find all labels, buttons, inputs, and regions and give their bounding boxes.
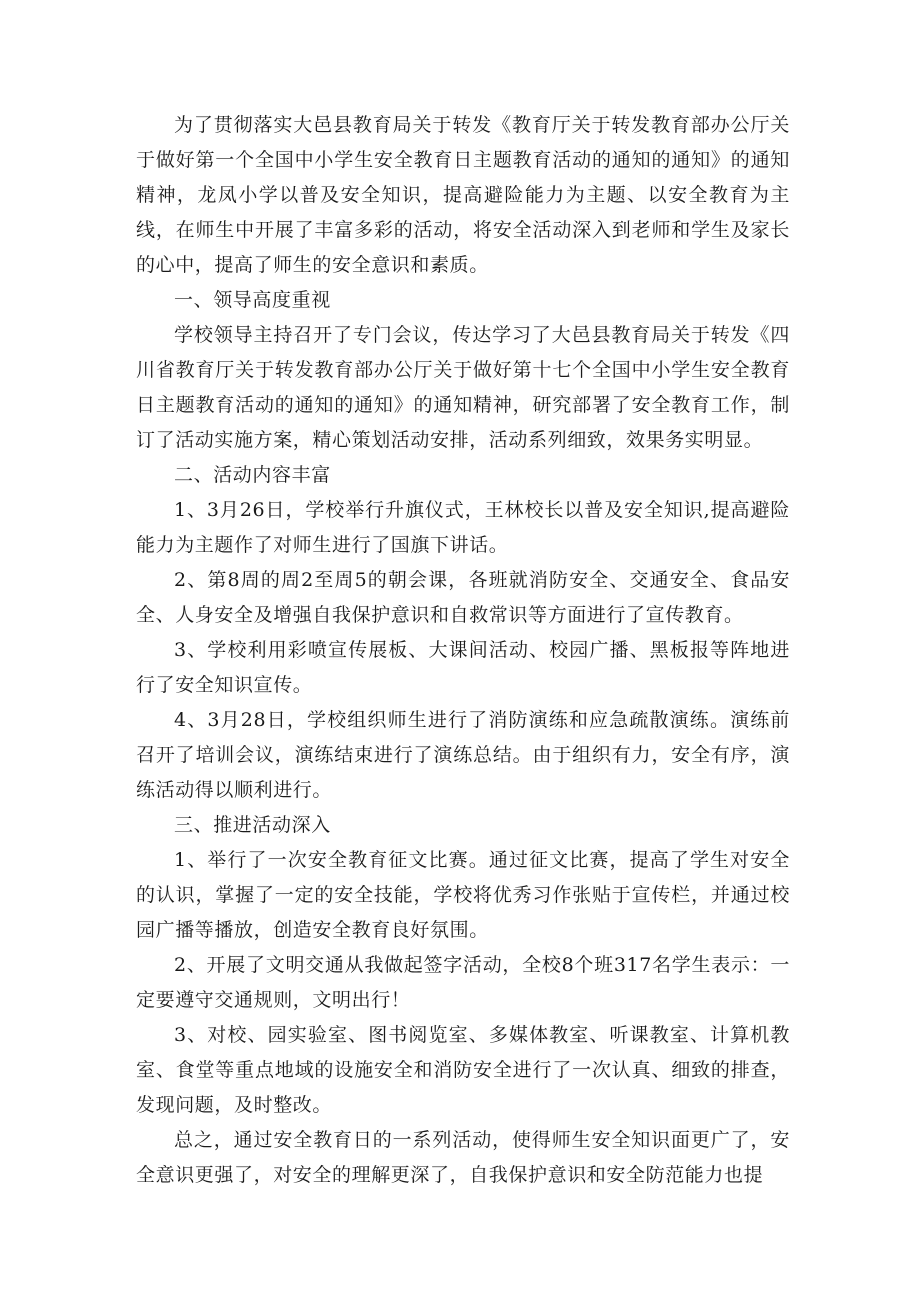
section-1-paragraph: 学校领导主持召开了专门会议，传达学习了大邑县教育局关于转发《四川省教育厅关于转发教育部办公厅关于做好第十七个全国中小学生安全教育日主题教育活动的通知的通知》的通知精神，研究部署了安全教育工作，制订了活动实施方案，精心策划活动安排，活动系列细致，效果务实明显。 — [136, 324, 790, 451]
section-2-item-3: 3、学校利用彩喷宣传展板、大课间活动、校园广播、黑板报等阵地进行了安全知识宣传。 — [136, 639, 790, 696]
section-2-item-2: 2、第8周的周2至周5的朝会课，各班就消防安全、交通安全、食品安全、人身安全及增强自我保护意识和自救常识等方面进行了宣传教育。 — [136, 569, 790, 626]
section-3-item-3: 3、对校、园实验室、图书阅览室、多媒体教室、听课教室、计算机教室、食堂等重点地域的设施安全和消防安全进行了一次认真、细致的排查，发现问题，及时整改。 — [136, 1024, 790, 1116]
intro-paragraph: 为了贯彻落实大邑县教育局关于转发《教育厅关于转发教育部办公厅关于做好第一个全国中小学生安全教育日主题教育活动的通知的通知》的通知精神，龙凤小学以普及安全知识，提高避险能力为主题、以安全教育为主线，在师生中开展了丰富多彩的活动，将安全活动深入到老师和学生及家长的心中，提高了师生的安全意识和素质。 — [136, 114, 790, 276]
section-heading-1: 一、领导高度重视 — [174, 289, 331, 311]
section-3-item-2: 2、开展了文明交通从我做起签字活动，全校8个班317名学生表示：一定要遵守交通规则，文明出行！ — [136, 954, 790, 1011]
section-2-item-1: 1、3月26日，学校举行升旗仪式，王林校长以普及安全知识,提高避险能力为主题作了对师生进行了国旗下讲话。 — [136, 499, 790, 556]
section-heading-2: 二、活动内容丰富 — [174, 464, 331, 486]
section-3-item-1: 1、举行了一次安全教育征文比赛。通过征文比赛，提高了学生对安全的认识，掌握了一定的安全技能，学校将优秀习作张贴于宣传栏，并通过校园广播等播放，创造安全教育良好氛围。 — [136, 849, 790, 941]
section-2-item-4: 4、3月28日，学校组织师生进行了消防演练和应急疏散演练。演练前召开了培训会议，演练结束进行了演练总结。由于组织有力，安全有序，演练活动得以顺利进行。 — [136, 709, 790, 801]
conclusion-paragraph: 总之，通过安全教育日的一系列活动，使得师生安全知识面更广了，安全意识更强了，对安全的理解更深了，自我保护意识和安全防范能力也提 — [136, 1129, 790, 1186]
document-page — [136, 108, 790, 1193]
section-heading-3: 三、推进活动深入 — [174, 814, 331, 836]
